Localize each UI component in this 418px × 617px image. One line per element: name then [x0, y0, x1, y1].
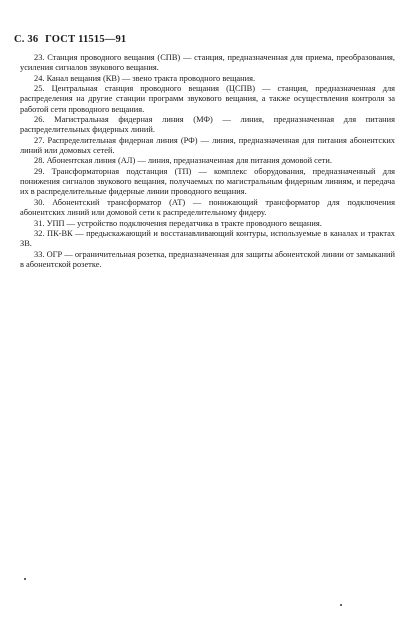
definition-31: 31. УПП — устройство подключения передатчика в тракте проводного вещания.: [34, 218, 322, 228]
standard-code: ГОСТ 11515—91: [45, 34, 127, 45]
scan-speck: [340, 604, 342, 606]
definition-23: 23. Станция проводного вещания (СПВ) — станция, предназначенная для приема, преобразования, усиления сигналов звукового вещания.: [20, 53, 395, 73]
definitions-list: [20, 53, 395, 270]
definition-26: 26. Магистральная фидерная линия (МФ) — линия, предназначенная для питания распределительных фидерных линий.: [20, 115, 395, 135]
definition-27: 27. Распределительная фидерная линия (РФ) — линия, предназначенная для питания абонентских линий или домовых сетей.: [20, 135, 395, 156]
definition-25: 25. Центральная станция проводного вещания (ЦСПВ) — станция, предназначенная для распределения на другие станции программ звукового вещания, а также осуществления контроля за работой сети проводного вещания.: [20, 84, 395, 114]
page-header: [14, 34, 126, 45]
definition-32: 32. ПК-ВК — предыскажающий и восстанавливающий контуры, используемые в каналах и трактах ЗВ.: [20, 228, 395, 249]
definition-24: 24. Канал вещания (КВ) — звено тракта проводного вещания.: [34, 73, 256, 83]
page-number: С. 36: [14, 34, 39, 45]
definition-28: 28. Абонентская линия (АЛ) — линия, предназначенная для питания домовой сети.: [34, 156, 332, 166]
definition-29: 29. Трансформаторная подстанция (ТП) — комплекс оборудования, предназначенный для понижения сигналов звукового вещания, получаемых по магистральным фидерным линиям, и передача их в распределительные фидерные линии проводного вещания.: [20, 166, 395, 197]
definition-30: 30. Абонентский трансформатор (АТ) — понижающий трансформатор для подключения абонентских линий или домовой сети к распределительному фидеру.: [20, 197, 395, 218]
scan-speck: [24, 578, 26, 580]
definition-33: 33. ОГР — ограничительная розетка, предназначенная для защиты абонентской линии от замыканий в абонентской розетке.: [20, 249, 395, 269]
